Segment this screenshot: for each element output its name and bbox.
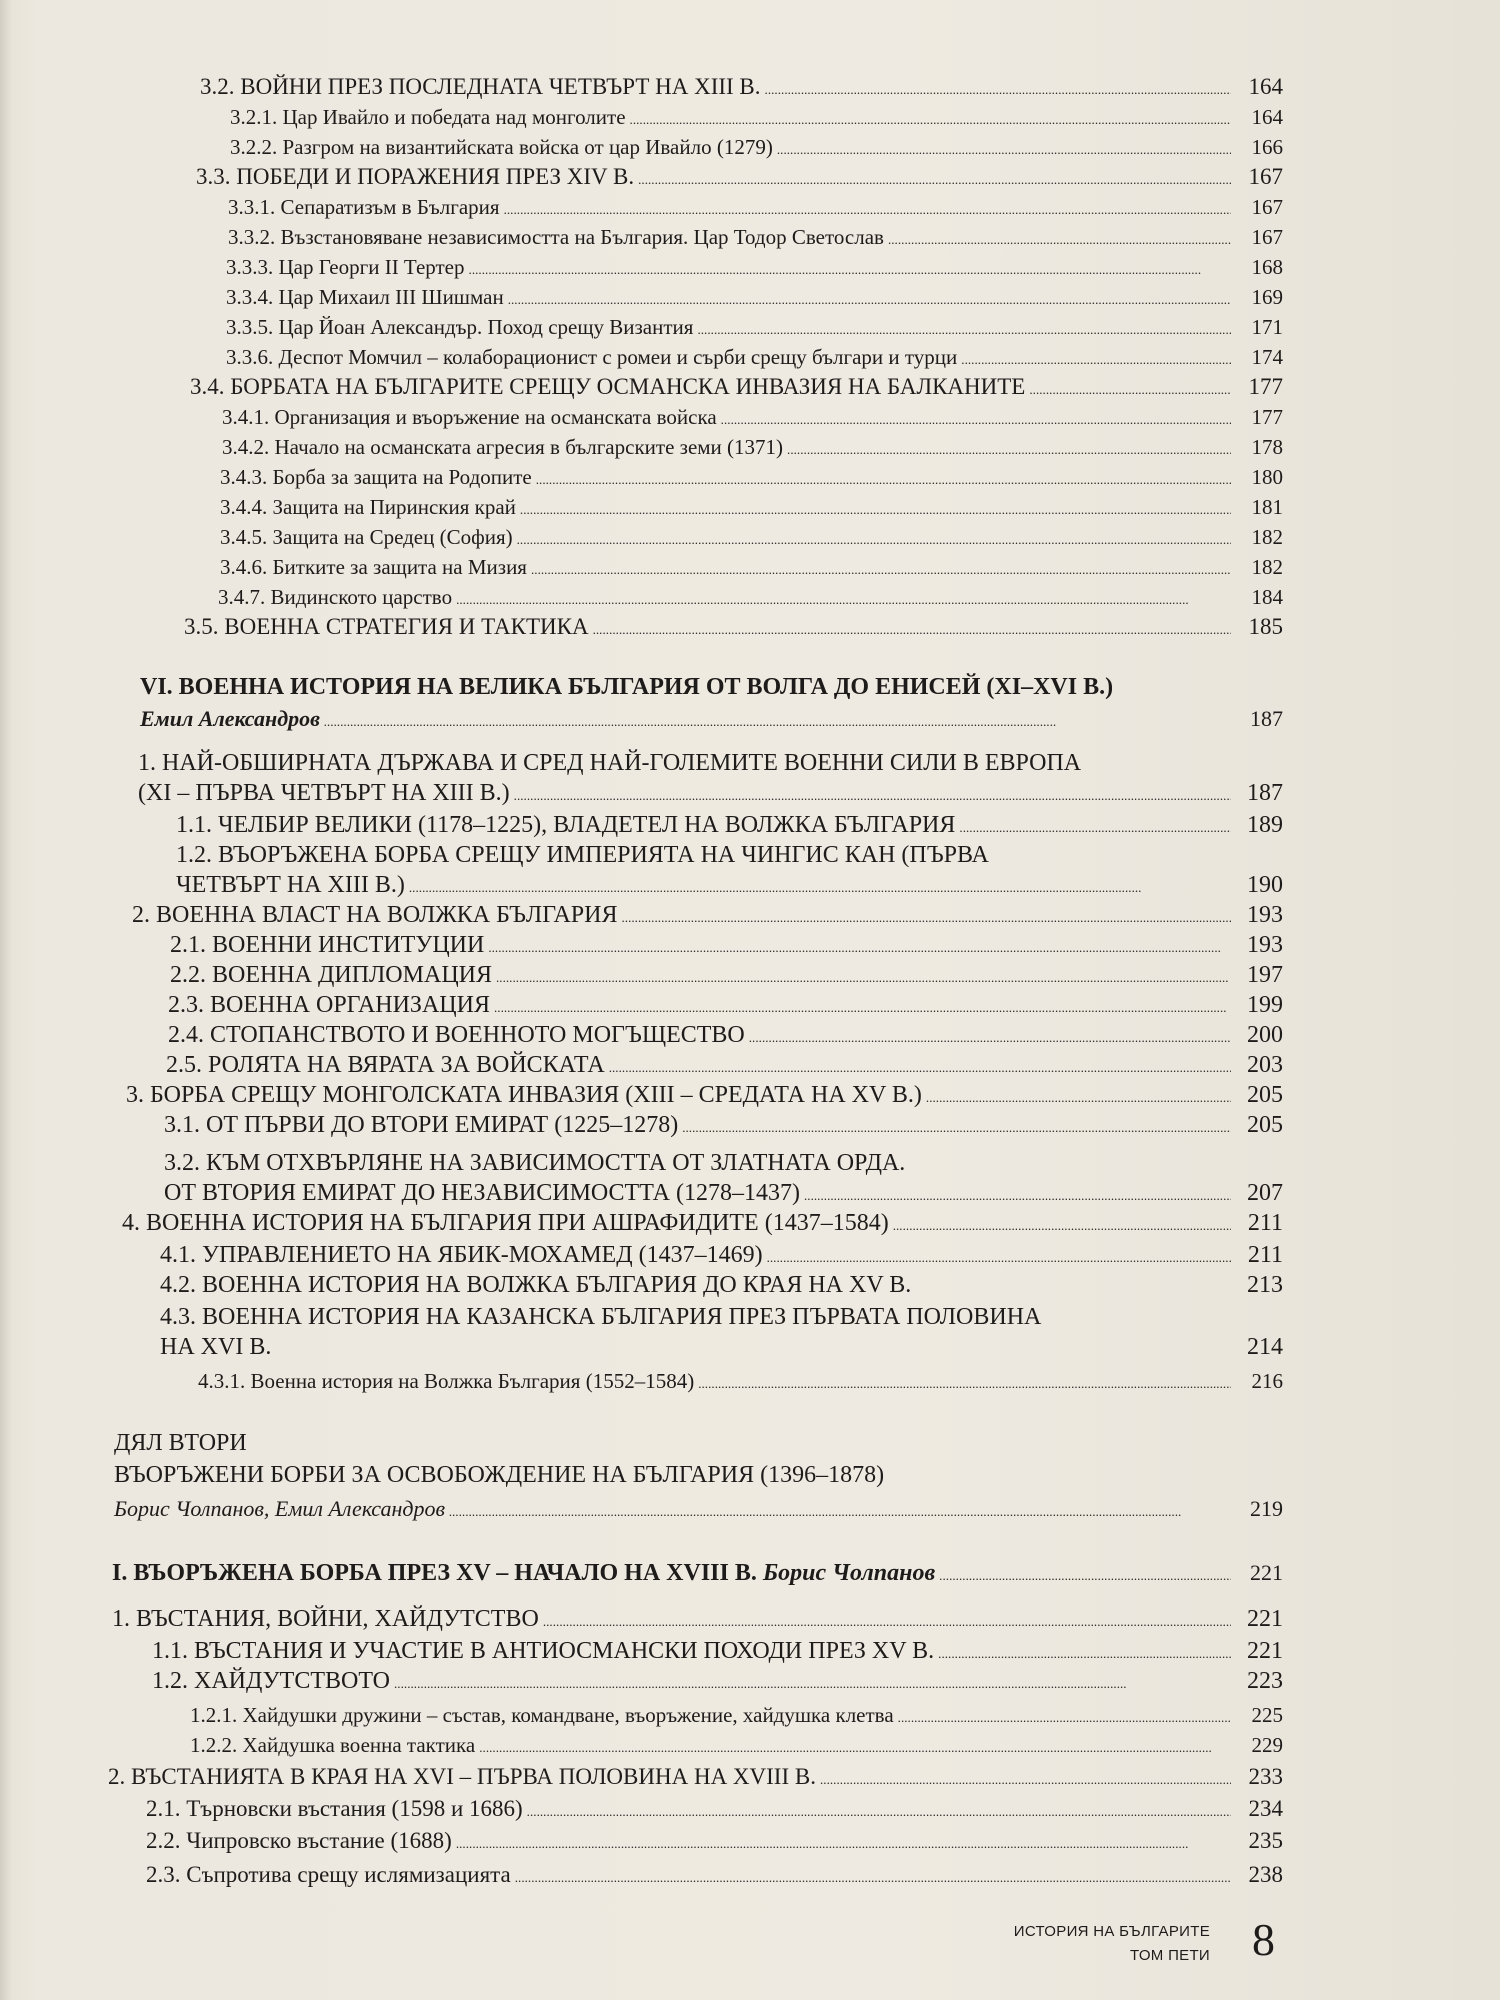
running-footer-title: ИСТОРИЯ НА БЪЛГАРИТЕ: [1013, 1923, 1210, 1940]
chapter-heading: VI. ВОЕННА ИСТОРИЯ НА ВЕЛИКА БЪЛГАРИЯ ОТ ВОЛГА ДО ЕНИСЕЙ (XI–XVI В.): [140, 674, 1114, 700]
toc-entry: 3.4.3. Борба за защита на Родопите . . . 180: [220, 462, 1283, 492]
toc-entry: (XI – ПЪРВА ЧЕТВЪРТ НА XIII В.) . . . 187: [138, 778, 1283, 808]
toc-entry: 1.1. ВЪСТАНИЯ И УЧАСТИЕ В АНТИОСМАНСКИ ПОХОДИ ПРЕЗ XV В. . . . 221: [152, 1636, 1283, 1666]
toc-entry: 2.1. ВОЕННИ ИНСТИТУЦИИ . . . 193: [170, 930, 1283, 960]
toc-entry: 3. БОРБА СРЕЩУ МОНГОЛСКАТА ИНВАЗИЯ (XIII – СРЕДАТА НА XV В.) . . . 205: [126, 1080, 1283, 1110]
toc-entry: 3.3.5. Цар Йоан Александър. Поход срещу Византия . . . 171: [226, 312, 1283, 342]
part-heading: ДЯЛ ВТОРИ: [114, 1430, 247, 1456]
chapter-heading-row: I. ВЪОРЪЖЕНА БОРБА ПРЕЗ XV – НАЧАЛО НА XVIII В. Борис Чолпанов . . . 221: [112, 1558, 1283, 1588]
toc-entry: 2. ВОЕННА ВЛАСТ НА ВОЛЖКА БЪЛГАРИЯ . . . 193: [132, 900, 1283, 930]
running-footer-volume: ТОМ ПЕТИ: [1130, 1947, 1210, 1964]
toc-entry-line: 3.2. КЪМ ОТХВЪРЛЯНЕ НА ЗАВИСИМОСТТА ОТ ЗЛАТНАТА ОРДА.: [164, 1150, 906, 1176]
toc-entry: 3.4.6. Битките за защита на Мизия . . . 182: [220, 552, 1283, 582]
toc-entry: 3.5. ВОЕННА СТРАТЕГИЯ И ТАКТИКА . . . 185: [184, 612, 1283, 642]
toc-entry: 3.2. ВОЙНИ ПРЕЗ ПОСЛЕДНАТА ЧЕТВЪРТ НА XIII В. . . . 164: [200, 72, 1283, 102]
toc-entry: 3.3.6. Деспот Момчил – колаборационист с ромеи и сърби срещу българи и турци . . . 174: [226, 342, 1283, 372]
toc-entry: 2.5. РОЛЯТА НА ВЯРАТА ЗА ВОЙСКАТА . . . 203: [166, 1050, 1283, 1080]
toc-entry: 1. ВЪСТАНИЯ, ВОЙНИ, ХАЙДУТСТВО . . . 221: [112, 1604, 1283, 1634]
chapter-author: Емил Александров . . . 187: [140, 704, 1283, 734]
toc-entry: 3.3.1. Сепаратизъм в България . . . 167: [228, 192, 1283, 222]
toc-entry: 1.1. ЧЕЛБИР ВЕЛИКИ (1178–1225), ВЛАДЕТЕЛ НА ВОЛЖКА БЪЛГАРИЯ . . . 189: [176, 810, 1283, 840]
toc-entry: 2.4. СТОПАНСТВОТО И ВОЕННОТО МОГЪЩЕСТВО . . . 200: [168, 1020, 1283, 1050]
toc-entry: 4. ВОЕННА ИСТОРИЯ НА БЪЛГАРИЯ ПРИ АШРАФИДИТЕ (1437–1584) . . . 211: [122, 1208, 1283, 1238]
toc-entry: 2.3. Съпротива срещу ислямизацията . . . 238: [146, 1860, 1283, 1890]
toc-entry: 3.4.7. Видинското царство . . . 184: [218, 582, 1283, 612]
toc-entry-line: 1.2. ВЪОРЪЖЕНА БОРБА СРЕЩУ ИМПЕРИЯТА НА ЧИНГИС КАН (ПЪРВА: [176, 842, 989, 868]
toc-entry: 3.4.2. Начало на османската агресия в българските земи (1371) . . . 178: [222, 432, 1283, 462]
toc-entry-line: 1. НАЙ-ОБШИРНАТА ДЪРЖАВА И СРЕД НАЙ-ГОЛЕМИТЕ ВОЕННИ СИЛИ В ЕВРОПА: [138, 750, 1082, 776]
toc-entry: 3.2.2. Разгром на византийската войска от цар Ивайло (1279) . . . 166: [230, 132, 1283, 162]
toc-entry: 3.3.3. Цар Георги II Тертер . . . 168: [226, 252, 1283, 282]
toc-entry: 2.1. Търновски въстания (1598 и 1686) . . . 234: [146, 1794, 1283, 1824]
toc-entry: ОТ ВТОРИЯ ЕМИРАТ ДО НЕЗАВИСИМОСТТА (1278–1437) . . . 207: [164, 1178, 1283, 1208]
toc-entry: 2. ВЪСТАНИЯТА В КРАЯ НА XVI – ПЪРВА ПОЛОВИНА НА XVIII В. . . . 233: [108, 1762, 1283, 1792]
toc-entry: 3.4.4. Защита на Пиринския край . . . 181: [220, 492, 1283, 522]
toc-entry: 1.2.2. Хайдушка военна тактика . . . 229: [190, 1730, 1283, 1760]
page-number: 8: [1252, 1914, 1275, 1965]
part-title: ВЪОРЪЖЕНИ БОРБИ ЗА ОСВОБОЖДЕНИЕ НА БЪЛГАРИЯ (1396–1878): [114, 1462, 885, 1488]
toc-entry: 2.2. ВОЕННА ДИПЛОМАЦИЯ . . . 197: [170, 960, 1283, 990]
toc-entry-line: 4.3. ВОЕННА ИСТОРИЯ НА КАЗАНСКА БЪЛГАРИЯ ПРЕЗ ПЪРВАТА ПОЛОВИНА: [160, 1304, 1042, 1330]
toc-entry: 3.4.5. Защита на Средец (София) . . . 182: [220, 522, 1283, 552]
part-authors: Борис Чолпанов, Емил Александров . . . 219: [114, 1494, 1283, 1524]
toc-entry: 3.1. ОТ ПЪРВИ ДО ВТОРИ ЕМИРАТ (1225–1278) . . . 205: [164, 1110, 1283, 1140]
toc-entry: 4.2. ВОЕННА ИСТОРИЯ НА ВОЛЖКА БЪЛГАРИЯ ДО КРАЯ НА XV В. 213: [160, 1272, 1283, 1298]
toc-entry: 3.4. БОРБАТА НА БЪЛГАРИТЕ СРЕЩУ ОСМАНСКА ИНВАЗИЯ НА БАЛКАНИТЕ . . . 177: [190, 372, 1283, 402]
toc-entry: 3.3.2. Възстановяване независимостта на България. Цар Тодор Светослав . . . 167: [228, 222, 1283, 252]
toc-entry: ЧЕТВЪРТ НА XIII В.) . . . 190: [176, 870, 1283, 900]
toc-entry: 2.3. ВОЕННА ОРГАНИЗАЦИЯ . . . 199: [168, 990, 1283, 1020]
toc-entry: 4.3.1. Военна история на Волжка България (1552–1584) . . . 216: [198, 1366, 1283, 1396]
toc-entry: 3.4.1. Организация и въоръжение на османската войска . . . 177: [222, 402, 1283, 432]
toc-entry: НА XVI В. 214: [160, 1334, 1283, 1360]
toc-entry: 4.1. УПРАВЛЕНИЕТО НА ЯБИК-МОХАМЕД (1437–1469) . . . 211: [160, 1240, 1283, 1270]
toc-entry: 3.3.4. Цар Михаил III Шишман . . . 169: [226, 282, 1283, 312]
toc-entry: 3.2.1. Цар Ивайло и победата над монголите . . . 164: [230, 102, 1283, 132]
toc-entry: 1.2. ХАЙДУТСТВОТО . . . 223: [152, 1666, 1283, 1696]
chapter-author-inline: Борис Чолпанов: [762, 1560, 936, 1586]
toc-entry: 2.2. Чипровско въстание (1688) . . . 235: [146, 1826, 1283, 1856]
toc-entry: 3.3. ПОБЕДИ И ПОРАЖЕНИЯ ПРЕЗ XIV В. . . . 167: [196, 162, 1283, 192]
toc-entry: 1.2.1. Хайдушки дружини – състав, командване, въоръжение, хайдушка клетва . . . 225: [190, 1700, 1283, 1730]
